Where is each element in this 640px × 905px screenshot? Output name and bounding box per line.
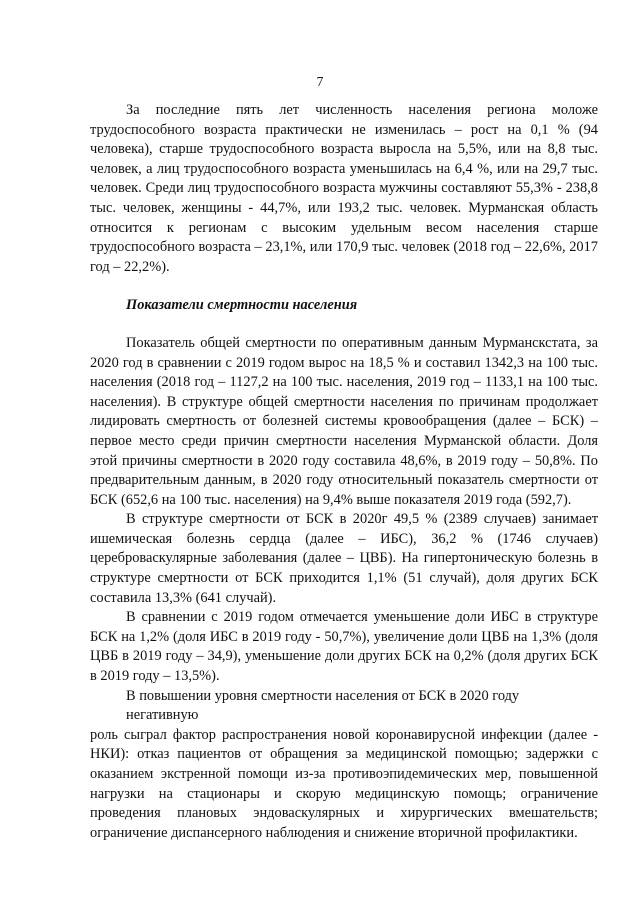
paragraph-comparison-2019: В сравнении с 2019 годом отмечается уменьшение доли ИБС в структуре БСК на 1,2% (доля ИБС в 2019 году - 50,7%), увеличение доли ЦВБ на 1,3% (доля ЦВБ в 2019 году – 34,9), уменьшение доли других БСК на 0,2% (доля других БСК в 2019 году – 13,5%). <box>90 609 598 685</box>
document-body <box>90 101 598 843</box>
paragraph-general-mortality: Показатель общей смертности по оперативным данным Мурманскстата, за 2020 год в сравнении с 2019 годом вырос на 18,5 % и составил 1342,3 на 100 тыс. населения (2018 год – 1127,2 на 100 тыс. населения, 2019 год – 1133,1 на 100 тыс. населения). В структуре общей смертности населения по причинам продолжает лидировать смертность от болезней системы кровообращения (далее – БСК) – первое место среди причин смертности населения Мурманской области. Доля этой причины смертности в 2020 году составила 48,6%, в 2019 году – 50,8%. По предварительным данным, в 2020 году относительный показатель смертности от БСК (652,6 на 100 тыс. населения) на 9,4% выше показателя 2019 года (592,7). <box>90 334 598 508</box>
section-heading-mortality: Показатели смертности населения <box>126 297 358 314</box>
spacer <box>90 277 598 296</box>
page-number: 7 <box>316 74 324 89</box>
paragraph-increase-lead: В повышении уровня смертности населения от БСК в 2020 году <box>126 687 520 704</box>
paragraph-increase-tail: негативную <box>126 707 199 724</box>
spacer <box>90 316 598 334</box>
paragraph-population: За последние пять лет численность населения региона моложе трудоспособного возраста практически не изменилась – рост на 0,1 % (94 человека), старше трудоспособного возраста выросла на 5,5%, или на 8,8 тыс. человек, а лиц трудоспособного возраста уменьшилась на 6,4 %, или на 29,7 тыс. человек. Среди лиц трудоспособного возраста мужчины составляют 55,3% - 238,8 тыс. человек, женщины - 44,7%, или 193,2 тыс. человек. Мурманская область относится к регионам с высоким удельным весом населения старше трудоспособного возраста – 23,1%, или 170,9 тыс. человек (2018 год – 22,6%, 2017 год – 22,2%). <box>90 102 598 275</box>
paragraph-bsk-structure: В структуре смертности от БСК в 2020г 49,5 % (2389 случаев) занимает ишемическая болезнь сердца (далее – ИБС), 36,2 % (1746 случаев) цереброваскулярные заболевания (далее – ЦВБ). На гипертоническую болезнь в структуре смертности от БСК приходится 1,1% (51 случай), доля других БСК составила 13,3% (641 случай). <box>90 511 598 606</box>
paragraph-covid-factor: роль сыграл фактор распространения новой коронавирусной инфекции (далее - НКИ): отказ пациентов от обращения за медицинской помощью; задержки с оказанием экстренной помощи из-за противоэпидемических мер, повышенной нагрузки на стационары и скорую медицинскую помощь; ограничение проведения плановых эндоваскулярных и хирургических вмешательств; ограничение диспансерного наблюдения и снижение вторичной профилактики. <box>90 726 598 841</box>
